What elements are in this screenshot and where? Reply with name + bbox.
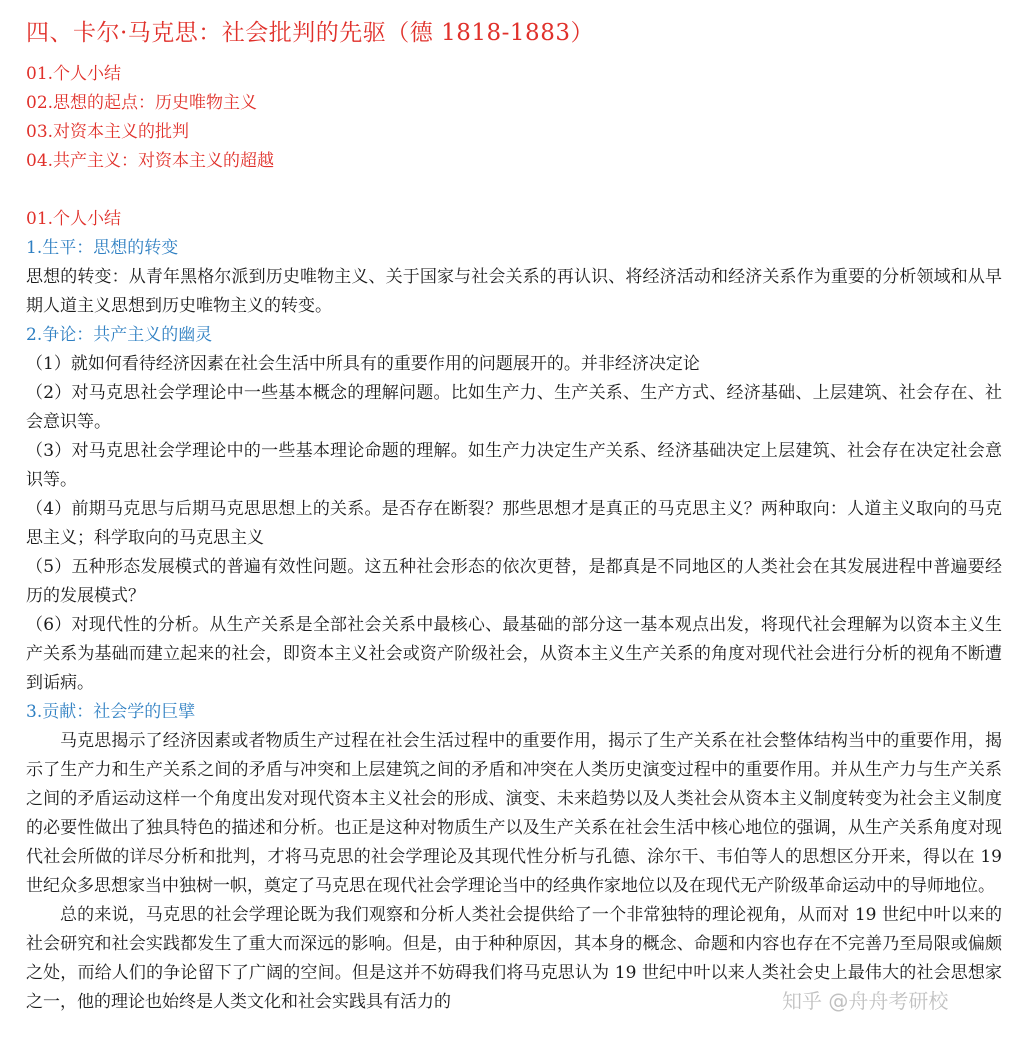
paragraph-contribution: 马克思揭示了经济因素或者物质生产过程在社会生活过程中的重要作用，揭示了生产关系在社会整体结构当中的重要作用，揭示了生产力和生产关系之间的矛盾与冲突和上层建筑之间的矛盾和冲突在人类历史演变过程中的重要作用。并从生产力与生产关系之间的矛盾运动这样一个角度出发对现代资本主义社会的形成、演变、未来趋势以及人类社会从资本主义制度转变为社会主义制度的必要性做出了独具特色的描述和分析。也正是这种对物质生产以及生产关系在社会生活中核心地位的强调，从生产关系角度对现代社会所做的详尽分析和批判，才将马克思的社会学理论及其现代性分析与孔德、涂尔干、韦伯等人的思想区分开来，得以在 19 世纪众多思想家当中独树一帜，奠定了马克思在现代社会学理论当中的经典作家地位以及在现代无产阶级革命运动中的导师地位。 <box>26 731 1002 896</box>
table-of-contents <box>26 60 274 176</box>
toc-item[interactable]: 01.个人小结 <box>26 64 122 84</box>
toc-item[interactable]: 04.共产主义：对资本主义的超越 <box>26 151 275 171</box>
paragraph-thought-transition: 思想的转变：从青年黑格尔派到历史唯物主义、关于国家与社会关系的再认识、将经济活动和经济关系作为重要的分析领域和从早期人道主义思想到历史唯物主义的转变。 <box>26 267 1002 316</box>
page-title: 四、卡尔·马克思：社会批判的先驱（德 1818-1883） <box>26 20 594 46</box>
section-body <box>26 234 1002 1017</box>
subsection-heading-debate: 2.争论：共产主义的幽灵 <box>26 325 213 345</box>
list-item: （1）就如何看待经济因素在社会生活中所具有的重要作用的问题展开的。并非经济决定论 <box>26 354 700 374</box>
list-item: （5）五种形态发展模式的普遍有效性问题。这五种社会形态的依次更替，是都真是不同地区的人类社会在其发展进程中普遍要经历的发展模式？ <box>26 557 1002 606</box>
toc-item[interactable]: 03.对资本主义的批判 <box>26 122 190 142</box>
watermark: 知乎 @舟舟考研校 <box>782 989 949 1013</box>
list-item: （2）对马克思社会学理论中一些基本概念的理解问题。比如生产力、生产关系、生产方式、经济基础、上层建筑、社会存在、社会意识等。 <box>26 383 1002 432</box>
list-item: （3）对马克思社会学理论中的一些基本理论命题的理解。如生产力决定生产关系、经济基础决定上层建筑、社会存在决定社会意识等。 <box>26 441 1002 490</box>
toc-item[interactable]: 02.思想的起点：历史唯物主义 <box>26 93 258 113</box>
paragraph-summary: 总的来说，马克思的社会学理论既为我们观察和分析人类社会提供给了一个非常独特的理论视角，从而对 19 世纪中叶以来的社会研究和社会实践都发生了重大而深远的影响。但是，由于种种原因，其本身的概念、命题和内容也存在不完善乃至局限或偏颇之处，而给人们的争论留下了广阔的空间。但是这并不妨碍我们将马克思认为 19 世纪中叶以来人类社会史上最伟大的社会思想家之一，他的理论也始终是人类文化和社会实践具有活力的 <box>26 905 1002 1012</box>
section-heading: 01.个人小结 <box>26 209 122 229</box>
subsection-heading-biography: 1.生平：思想的转变 <box>26 238 179 258</box>
list-item: （4）前期马克思与后期马克思思想上的关系。是否存在断裂？那些思想才是真正的马克思主义？两种取向：人道主义取向的马克思主义；科学取向的马克思主义 <box>26 499 1002 548</box>
subsection-heading-contribution: 3.贡献：社会学的巨擘 <box>26 702 196 722</box>
list-item: （6）对现代性的分析。从生产关系是全部社会关系中最核心、最基础的部分这一基本观点出发，将现代社会理解为以资本主义生产关系为基础而建立起来的社会，即资本主义社会或资产阶级社会，从资本主义生产关系的角度对现代社会进行分析的视角不断遭到诟病。 <box>26 615 1002 693</box>
